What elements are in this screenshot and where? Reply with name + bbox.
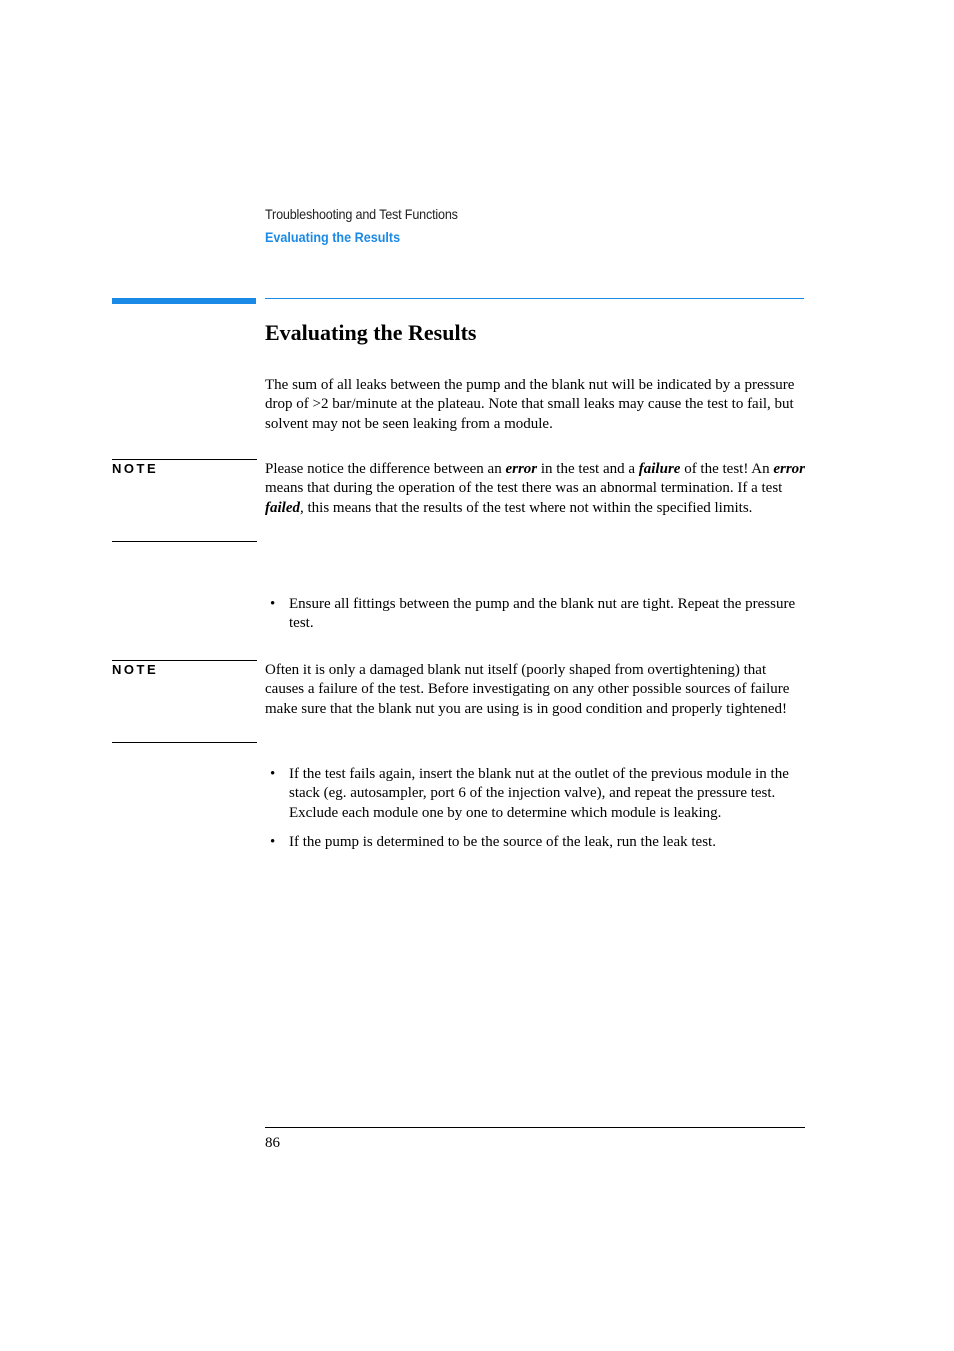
- list-item: [265, 765, 805, 823]
- note-label: NOTE: [112, 461, 159, 476]
- list-item-text: If the test fails again, insert the blank nut at the outlet of the previous module in the stack (eg. autosampler, port 6 of the injection valve), and repeat the pressure test. Exclude each module one by one to determine which module is leaking.: [289, 766, 789, 821]
- list-item: [265, 833, 805, 852]
- intro-paragraph: The sum of all leaks between the pump and the blank nut will be indicated by a pressure drop of >2 bar/minute at the plateau. Note that small leaks may cause the test to fail, but solvent may not be seen leaking from a module.: [265, 377, 795, 432]
- footer-rule: [265, 1127, 805, 1128]
- page-number: 86: [265, 1135, 280, 1151]
- note-text: Often it is only a damaged blank nut itself (poorly shaped from overtightening) that causes a failure of the test. Before investigating on any other possible sources of failure make sure that the blank nut you are using is in good condition and properly tightened!: [265, 662, 790, 717]
- bullet-glyph: •: [270, 833, 276, 850]
- note-text-part: of the test! An: [680, 461, 774, 477]
- emphasis-failed: failed: [265, 499, 300, 516]
- note-text-part: means that during the operation of the test there was an abnormal termination. If a test: [265, 480, 783, 497]
- section-marker-bar: [112, 298, 256, 304]
- note-text: [265, 460, 805, 518]
- note-bottom-rule: [112, 541, 257, 542]
- note-label: NOTE: [112, 662, 159, 677]
- bullet-list: [265, 765, 805, 862]
- note-bottom-rule: [112, 742, 257, 743]
- page-heading: Evaluating the Results: [265, 320, 477, 345]
- bullet-glyph: •: [270, 766, 276, 782]
- list-item: [265, 595, 805, 634]
- section-rule: [265, 298, 804, 299]
- note-text-part: , this means that the results of the test where not within the specified limits.: [300, 499, 753, 516]
- emphasis-failure: failure: [638, 461, 681, 477]
- emphasis-error: error: [505, 461, 538, 477]
- running-header: [265, 205, 479, 246]
- note-text-part: Please notice the difference between an: [265, 461, 506, 477]
- note-text-part: in the test and a: [537, 461, 639, 477]
- chapter-title: Troubleshooting and Test Functions: [265, 206, 458, 222]
- list-item-text: Ensure all fittings between the pump and the blank nut are tight. Repeat the pressure test.: [289, 596, 796, 632]
- section-title: Evaluating the Results: [265, 229, 401, 245]
- bullet-list: [265, 595, 805, 644]
- bullet-glyph: •: [270, 596, 276, 612]
- note-top-rule: [112, 459, 257, 460]
- list-item-text: If the pump is determined to be the source of the leak, run the leak test.: [289, 833, 716, 850]
- note-top-rule: [112, 660, 257, 661]
- emphasis-error: error: [773, 461, 806, 477]
